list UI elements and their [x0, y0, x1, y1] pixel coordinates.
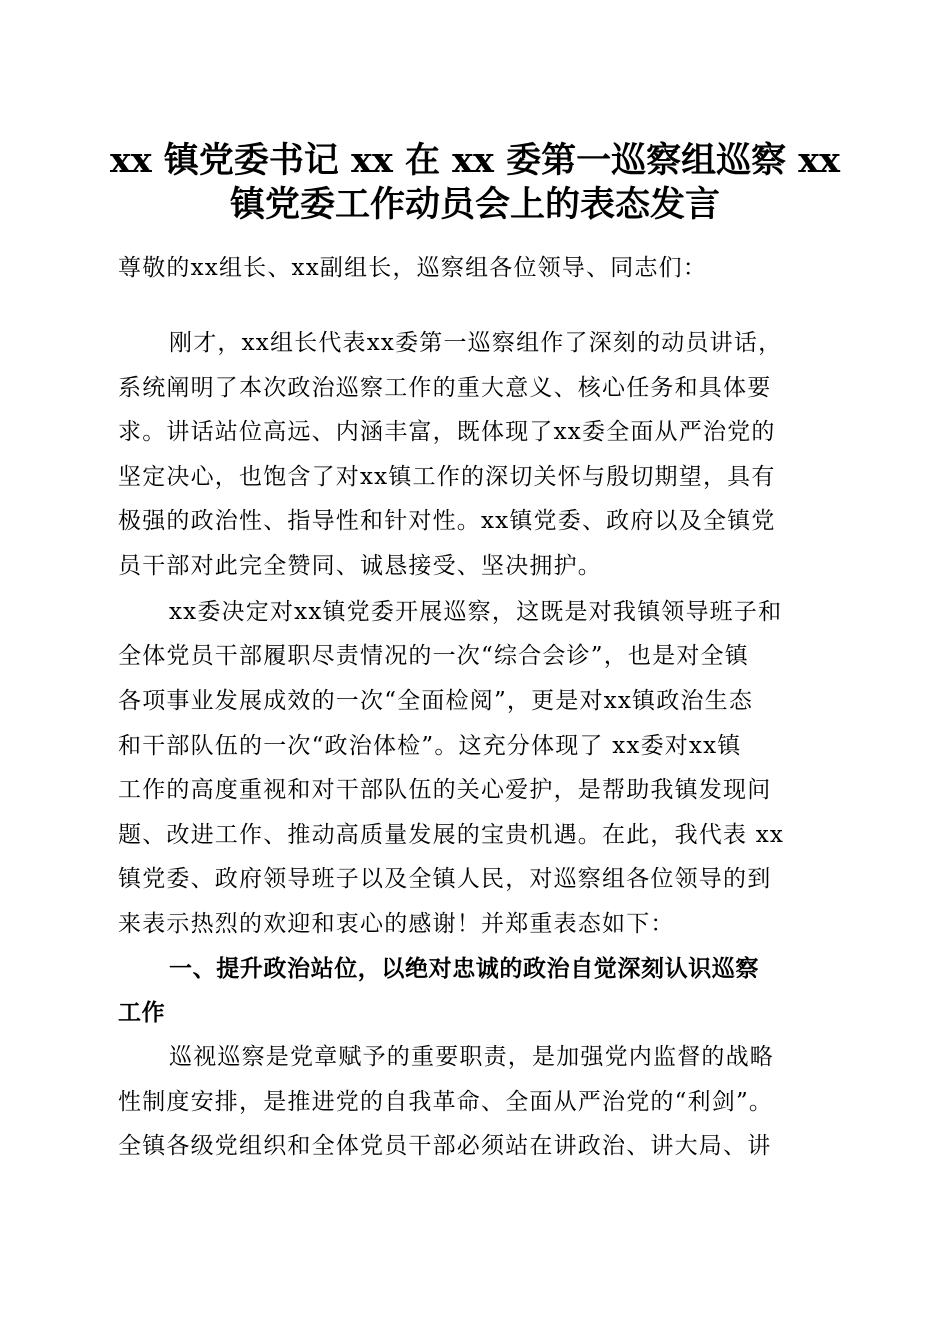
- paragraph-1-line-5: 极强的政治性、指导性和针对性。xx镇党委、政府以及全镇党: [118, 508, 776, 534]
- paragraph-1-line-2: 系统阐明了本次政治巡察工作的重大意义、核心任务和具体要: [118, 375, 772, 401]
- paragraph-2-line-4: 和干部队伍的一次“政治体检”。这充分体现了 xx委对xx镇: [118, 733, 742, 759]
- paragraph-3-line-1: 巡视巡察是党章赋予的重要职责，是加强党内监督的战略: [169, 1044, 774, 1070]
- paragraph-1-line-6: 员干部对此完全赞同、诚恳接受、坚决拥护。: [118, 553, 602, 579]
- document-title-line-1: xx 镇党委书记 xx 在 xx 委第一巡察组巡察 xx: [109, 140, 841, 181]
- salutation: 尊敬的xx组长、xx副组长，巡察组各位领导、同志们：: [118, 255, 708, 281]
- paragraph-2-line-3: 各项事业发展成效的一次“全面检阅”，更是对xx镇政治生态: [118, 688, 754, 714]
- paragraph-3-line-2: 性制度安排，是推进党的自我革命、全面从严治党的“利剑”。: [118, 1089, 774, 1115]
- paragraph-3-line-3: 全镇各级党组织和全体党员干部必须站在讲政治、讲大局、讲: [118, 1133, 772, 1159]
- paragraph-1-line-1: 刚才，xx组长代表xx委第一巡察组作了深刻的动员讲话，: [169, 330, 783, 356]
- section-heading-1-line-2: 工作: [118, 1000, 166, 1026]
- section-heading-1-line-1: 一、提升政治站位，以绝对忠诚的政治自觉深刻认识巡察: [169, 956, 759, 982]
- paragraph-2-line-5: 工作的高度重视和对干部队伍的关心爱护，是帮助我镇发现问: [118, 777, 772, 803]
- paragraph-2-line-1: xx委决定对xx镇党委开展巡察，这既是对我镇领导班子和: [169, 599, 783, 625]
- document-title-line-2: 镇党委工作动员会上的表态发言: [229, 184, 720, 225]
- paragraph-2-line-6: 题、改进工作、推动高质量发展的宝贵机遇。在此，我代表 xx: [118, 822, 785, 848]
- paragraph-1-line-4: 坚定决心，也饱含了对xx镇工作的深切关怀与殷切期望，具有: [118, 464, 776, 490]
- paragraph-2-line-8: 来表示热烈的欢迎和衷心的感谢！并郑重表态如下：: [118, 911, 675, 937]
- paragraph-1-line-3: 求。讲话站位高远、内涵丰富，既体现了xx委全面从严治党的: [118, 419, 776, 445]
- paragraph-2-line-7: 镇党委、政府领导班子以及全镇人民，对巡察组各位领导的到: [118, 866, 772, 892]
- paragraph-2-line-2: 全体党员干部履职尽责情况的一次“综合会诊”，也是对全镇: [118, 643, 749, 669]
